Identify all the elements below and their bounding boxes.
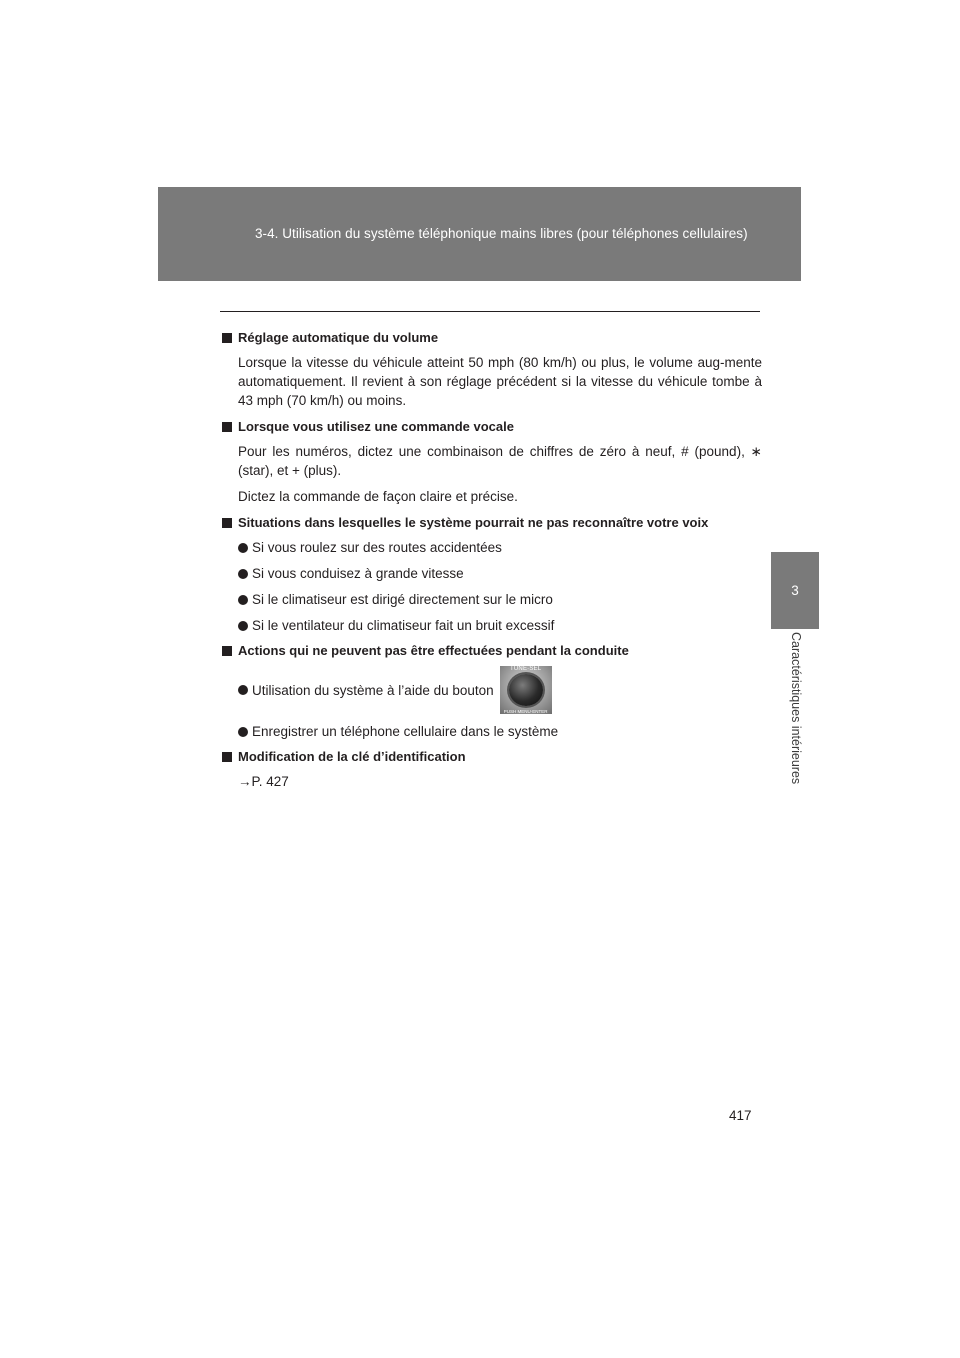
heading-text: Modification de la clé d’identification	[238, 749, 466, 764]
section-heading	[222, 642, 762, 660]
list-item-text: Si vous roulez sur des routes accidentées	[252, 540, 502, 555]
list-item	[238, 538, 762, 557]
heading-text: Situations dans lesquelles le système pourrait ne pas reconnaître votre voix	[238, 515, 709, 530]
knob-bottom-label: PUSH MENU·ENTER	[503, 709, 548, 714]
side-tab-label: Caractéristiques intérieures	[789, 632, 803, 785]
list-item	[238, 666, 762, 714]
list-item	[238, 722, 762, 741]
section-heading	[222, 514, 762, 532]
list-item-text: Utilisation du système à l’aide du bouton	[252, 682, 494, 698]
knob-top-label: TUNE·SEL	[510, 666, 542, 672]
list-item	[238, 564, 762, 583]
list-item-text: Si vous conduisez à grande vitesse	[252, 566, 464, 581]
round-bullet-icon	[238, 685, 248, 695]
section-heading	[222, 748, 762, 766]
page-number: 417	[729, 1108, 752, 1123]
list-item	[238, 590, 762, 609]
list-item	[238, 616, 762, 635]
chapter-title: 3-4. Utilisation du système téléphonique mains libres (pour téléphones cellulaires)	[255, 226, 748, 241]
paragraph: Lorsque la vitesse du véhicule atteint 50 mph (80 km/h) ou plus, le volume aug-mente automatiquement. Il revient à son réglage précédent si la vitesse du véhicule tombe à 43 mph (70 km/h) ou moins.	[238, 355, 762, 408]
heading-text: Lorsque vous utilisez une commande vocale	[238, 419, 514, 434]
square-bullet-icon	[222, 518, 232, 528]
round-bullet-icon	[238, 569, 248, 579]
list-item-text: Si le climatiseur est dirigé directement sur le micro	[252, 592, 553, 607]
round-bullet-icon	[238, 595, 248, 605]
heading-text: Réglage automatique du volume	[238, 330, 439, 345]
list-item-text: Enregistrer un téléphone cellulaire dans le système	[252, 724, 559, 739]
list-item-text: Si le ventilateur du climatiseur fait un bruit excessif	[252, 618, 555, 633]
paragraph: Dictez la commande de façon claire et précise.	[238, 489, 518, 504]
page-reference: →P. 427	[238, 774, 289, 789]
content-body	[222, 329, 762, 791]
tune-sel-knob-icon	[500, 666, 552, 714]
square-bullet-icon	[222, 422, 232, 432]
square-bullet-icon	[222, 333, 232, 343]
knob-cap	[509, 674, 543, 706]
square-bullet-icon	[222, 646, 232, 656]
round-bullet-icon	[238, 543, 248, 553]
section-heading	[222, 418, 762, 436]
paragraph: Pour les numéros, dictez une combinaison de chiffres de zéro à neuf, # (pound), ∗ (star), et + (plus).	[238, 444, 762, 478]
square-bullet-icon	[222, 752, 232, 762]
heading-text: Actions qui ne peuvent pas être effectuées pendant la conduite	[238, 643, 629, 658]
side-tab-number: 3	[771, 552, 819, 629]
round-bullet-icon	[238, 621, 248, 631]
horizontal-rule	[220, 311, 760, 312]
round-bullet-icon	[238, 727, 248, 737]
section-heading	[222, 329, 762, 347]
